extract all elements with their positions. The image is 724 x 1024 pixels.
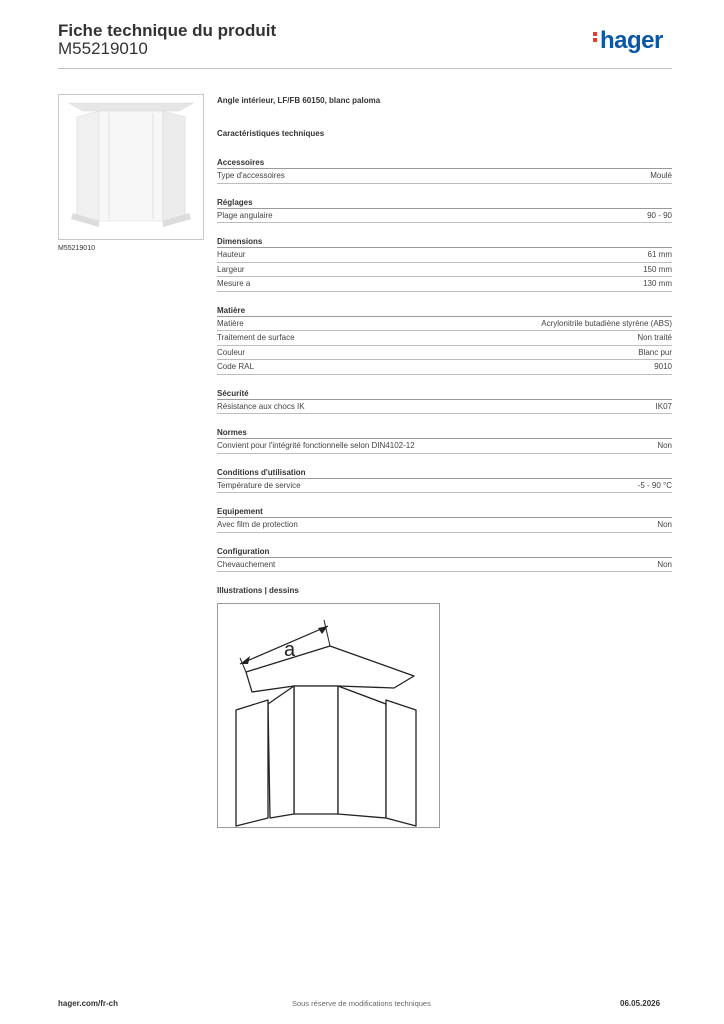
- spec-row: [217, 277, 672, 292]
- group-title: Normes: [217, 421, 672, 439]
- spec-value: 9010: [654, 362, 672, 371]
- logo-dots-icon: [593, 30, 598, 44]
- spec-group-accessoires: [217, 151, 672, 184]
- spec-label: Hauteur: [217, 250, 246, 259]
- group-title: Equipement: [217, 500, 672, 518]
- footer-date: 06.05.2026: [620, 999, 661, 1008]
- footer-disclaimer: Sous réserve de modifications techniques: [292, 999, 431, 1008]
- spec-row: [217, 169, 672, 184]
- spec-label: Résistance aux chocs IK: [217, 401, 305, 411]
- group-title: Conditions d'utilisation: [217, 461, 672, 479]
- illustrations-heading: Illustrations | dessins: [217, 586, 299, 595]
- spec-value: Blanc pur: [638, 347, 672, 357]
- spec-label: Plage angulaire: [217, 210, 273, 220]
- spec-row: [217, 479, 672, 494]
- group-title: Dimensions: [217, 230, 672, 248]
- header-divider: [58, 68, 672, 69]
- spec-label: Mesure a: [217, 279, 251, 288]
- spec-value: 61 mm: [647, 250, 672, 259]
- photo-caption: M55219010: [58, 245, 95, 252]
- spec-group-reglages: [217, 191, 672, 224]
- spec-label: Largeur: [217, 264, 245, 274]
- spec-row: [217, 360, 672, 375]
- spec-label: Code RAL: [217, 362, 254, 371]
- product-reference: M55219010: [58, 39, 148, 58]
- spec-content: [217, 96, 672, 579]
- group-title: Configuration: [217, 540, 672, 558]
- spec-label: Convient pour l'intégrité fonctionnelle selon DIN4102-12: [217, 441, 415, 450]
- spec-value: Non traité: [637, 333, 672, 342]
- spec-value: Non: [657, 441, 672, 450]
- spec-value: 150 mm: [643, 264, 672, 274]
- spec-value: 130 mm: [643, 279, 672, 288]
- spec-row: [217, 248, 672, 263]
- page-title: Fiche technique du produit: [58, 21, 277, 40]
- dimension-label: a: [284, 639, 296, 661]
- product-photo: [58, 94, 204, 240]
- spec-value: 90 - 90: [647, 210, 672, 220]
- spec-value: Moulé: [650, 171, 672, 180]
- spec-label: Chevauchement: [217, 559, 276, 569]
- spec-row: [217, 400, 672, 415]
- group-title: Accessoires: [217, 151, 672, 169]
- spec-group-conditions: [217, 461, 672, 494]
- inner-corner-drawing-icon: [218, 604, 439, 827]
- spec-value: Non: [657, 520, 672, 529]
- group-title: Sécurité: [217, 382, 672, 400]
- spec-label: Type d'accessoires: [217, 171, 285, 180]
- spec-row: [217, 317, 672, 332]
- group-title: Matière: [217, 299, 672, 317]
- spec-row: [217, 518, 672, 533]
- group-title: Réglages: [217, 191, 672, 209]
- product-photo-icon: [59, 95, 203, 239]
- spec-row: [217, 439, 672, 454]
- spec-value: Non: [657, 559, 672, 569]
- spec-value: IK07: [655, 401, 672, 411]
- spec-label: Traitement de surface: [217, 333, 295, 342]
- spec-group-matiere: [217, 299, 672, 375]
- spec-label: Matière: [217, 318, 244, 328]
- hager-logo: [593, 27, 663, 55]
- logo-text: hager: [600, 27, 663, 54]
- spec-label: Couleur: [217, 347, 246, 357]
- spec-label: Avec film de protection: [217, 520, 298, 529]
- specs-heading: Caractéristiques techniques: [217, 129, 325, 138]
- product-name: Angle intérieur, LF/FB 60150, blanc paloma: [217, 96, 381, 105]
- spec-group-securite: [217, 382, 672, 415]
- spec-group-equipement: [217, 500, 672, 533]
- spec-value: -5 - 90 °C: [637, 480, 672, 490]
- footer-website-link[interactable]: hager.com/fr-ch: [58, 999, 119, 1008]
- spec-row: [217, 209, 672, 224]
- spec-value: Acrylonitrile butadiène styrène (ABS): [541, 318, 672, 328]
- technical-drawing: [217, 603, 440, 828]
- spec-row: [217, 263, 672, 278]
- spec-group-dimensions: [217, 230, 672, 292]
- spec-group-configuration: [217, 540, 672, 573]
- spec-row: [217, 346, 672, 361]
- spec-group-normes: [217, 421, 672, 454]
- spec-row: [217, 331, 672, 346]
- spec-row: [217, 558, 672, 573]
- spec-label: Température de service: [217, 480, 301, 490]
